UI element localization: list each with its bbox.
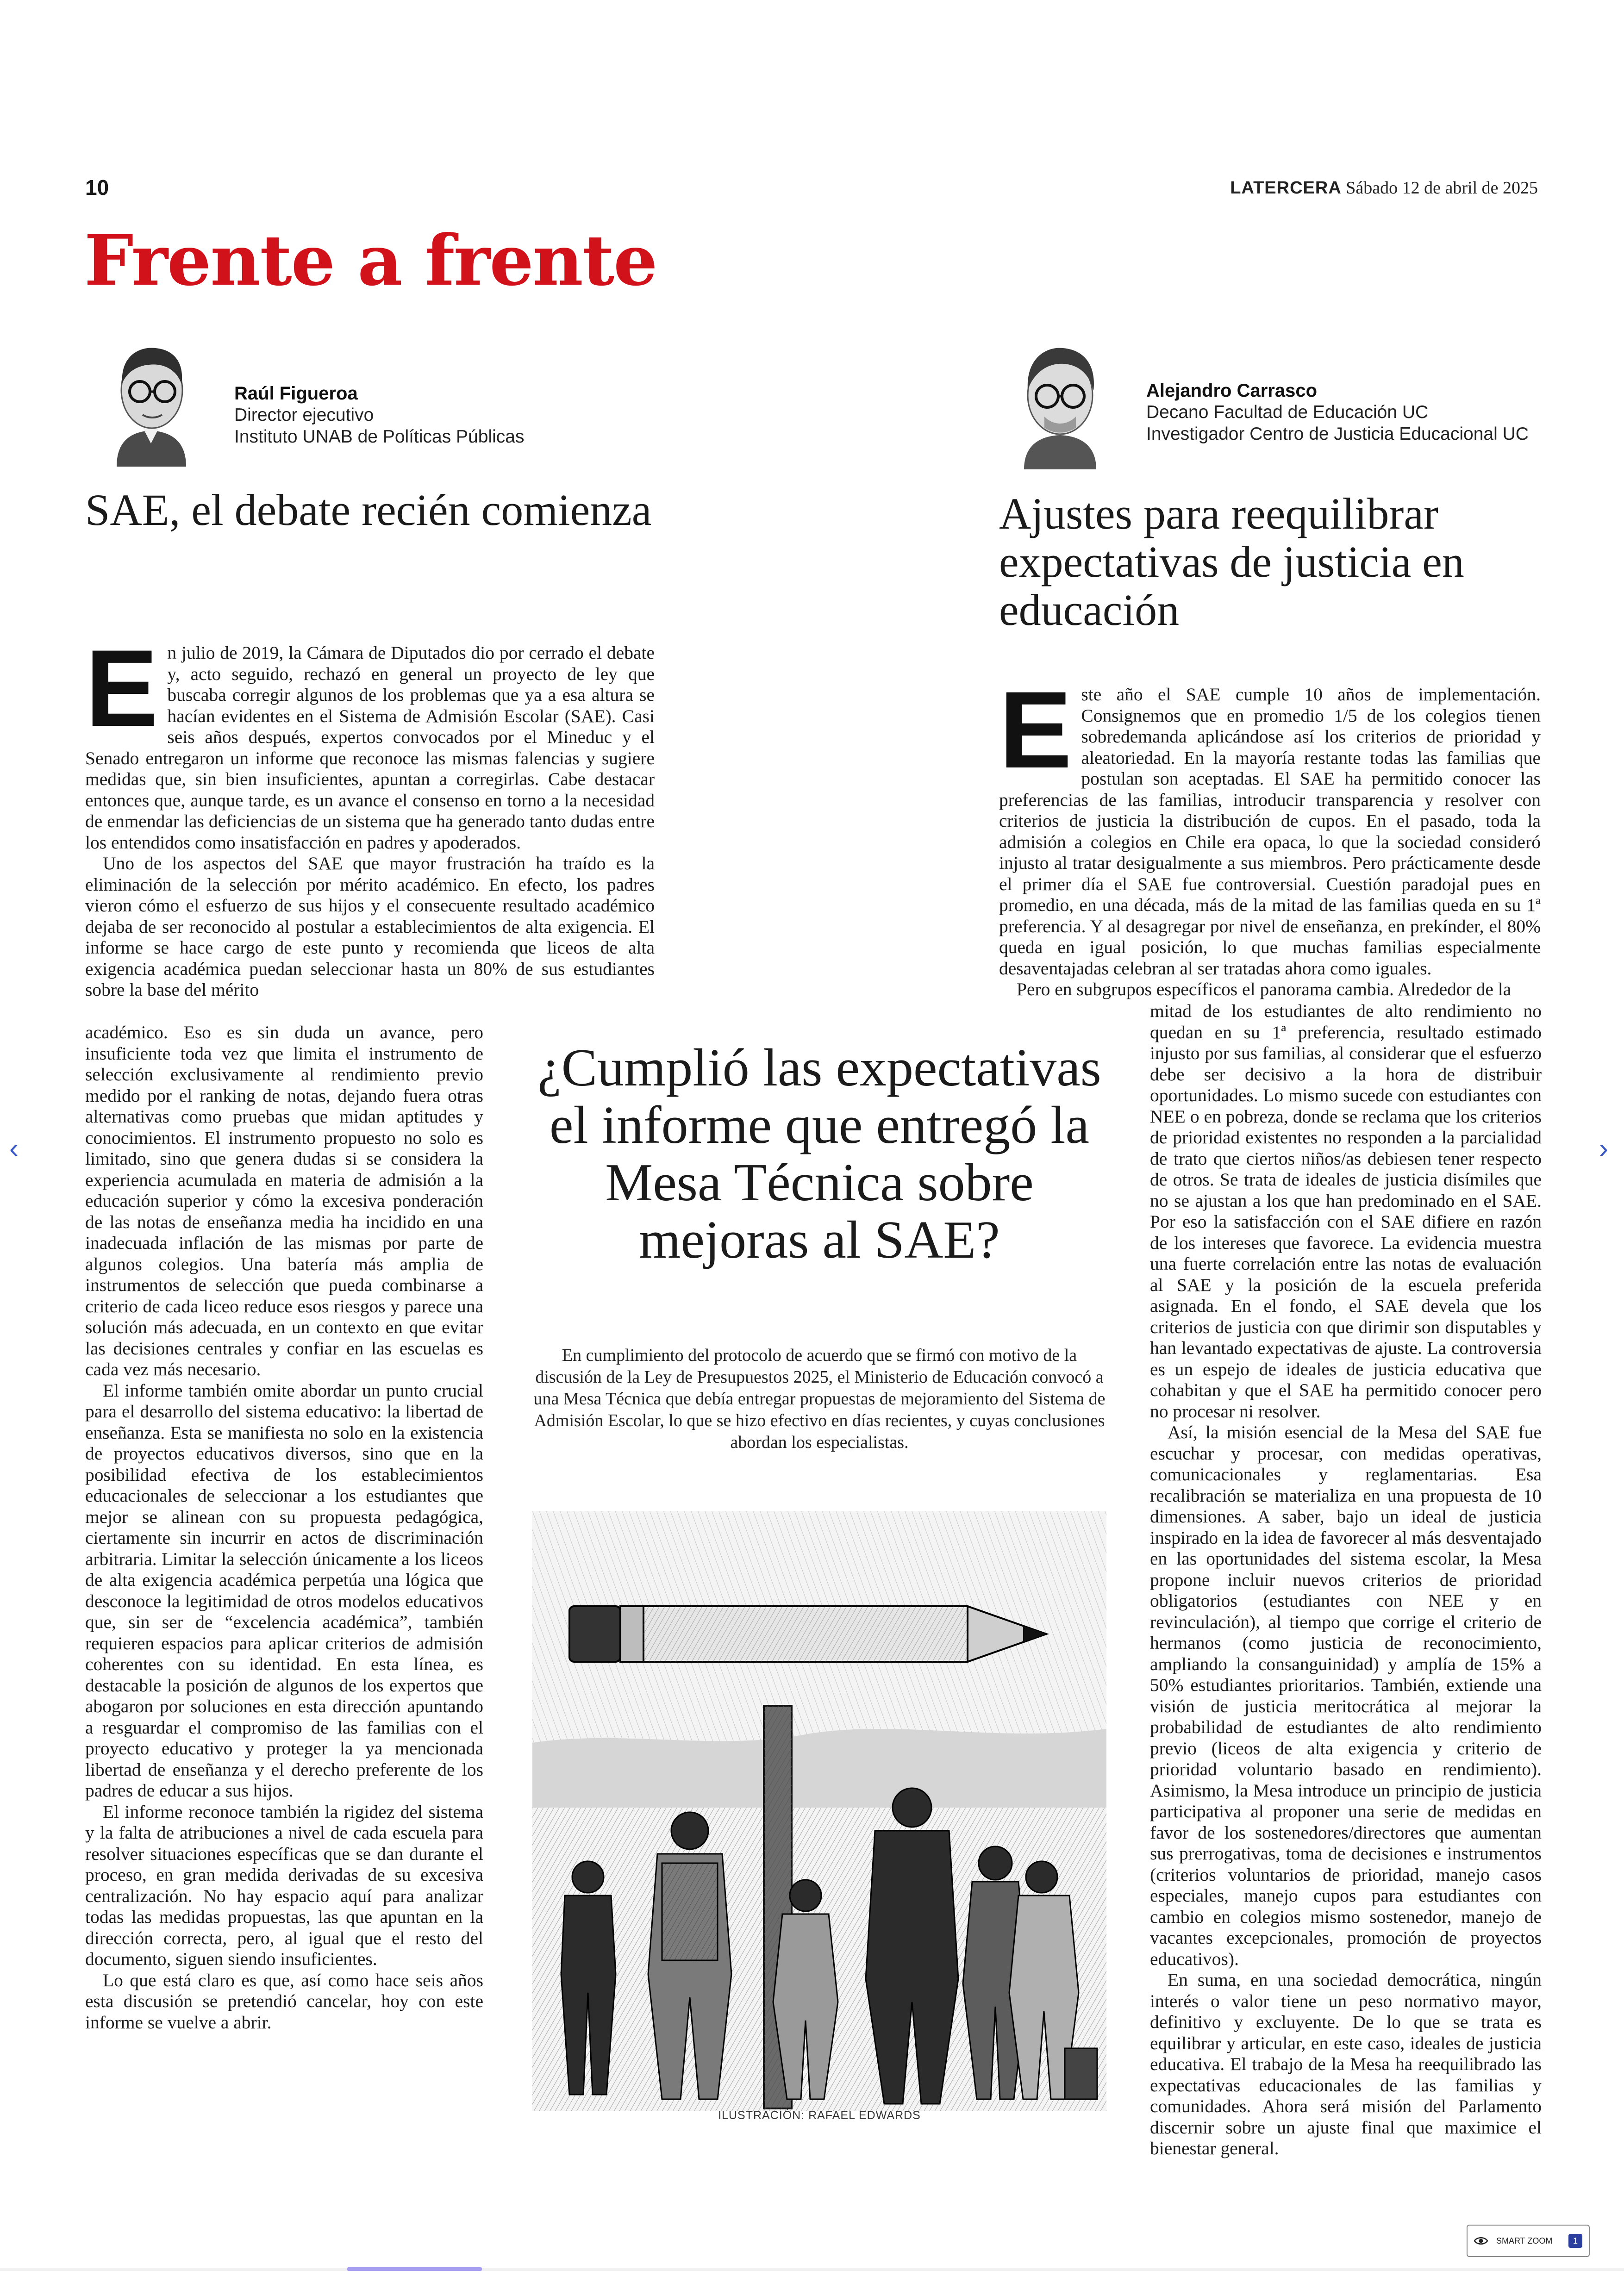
author-affiliation: Instituto UNAB de Políticas Públicas — [234, 427, 525, 447]
left-article-top — [85, 627, 655, 1001]
left-paragraph-3: El informe también omite abordar un punto crucial para el desarrollo del sistema educativo: la libertad de enseñanza. Esta se manifiesta no solo en la existencia de proyectos educativos diversos, sino que en la posibilidad efectiva de los establecimientos educacionales de seleccionar a los estudiantes que mejor se alinean con su propuesta pedagógica, ciertamente sin incurrir en actos de discriminación arbitraria. Limitar la selección únicamente a los liceos de alta exigencia académica perpetúa una lógica que desconoce la legitimidad de otros modelos educativos que, sin ser de “excelencia académica”, también requieren espacios para aplicar criterios de admisión coherentes con su identidad. En esta línea, es destacable la posición de algunos de los expertos que abogaron por soluciones en esta dirección apuntando a resguardar el compromiso de las familias con el proyecto educativo y proteger la ya mencionada libertad de enseñanza y el derecho preferente de los padres de educar a sus hijos. — [85, 1380, 483, 1801]
right-paragraph-2b: mitad de los estudiantes de alto rendimiento no quedan en su 1ª preferencia, resultado estimado injusto por sus familias, al considerar que el esfuerzo debe ser decisivo a la hora de distribuir oportunidades. Lo mismo sucede con estudiantes con NEE o en pobreza, donde se reclama que los criterios de prioridad existentes no responden a la parcialidad de trato que ciertos niños/as debiesen tener respecto de otros. Se trata de ideales de justicia disímiles que no se ajustan a los que han predominado en el SAE. Por eso la satisfacción con el SAE difiere en razón de los intereses que favorece. La evidencia muestra una fuerte correlación entre las notas de evaluación al SAE y la posición de la escuela preferida asignada. En el fondo, el SAE devela que los criterios de justicia con que dirimir son disputables y han levantado expectativas de ajuste. La controversia es un espejo de ideales de justicia educativa que cohabitan y que el SAE ha permitido conocer pero no procesar ni resolver. — [1150, 1001, 1542, 1422]
left-headline: SAE, el debate recién comienza — [85, 485, 652, 535]
right-paragraph-1: ste año el SAE cumple 10 años de implementación. Consignemos que en promedio 1/5 de los colegios tienen sobredemanda aplicándose así los criterios de prioridad y aleatoriedad. En la mayoría restante todas las familias que postulan son aceptadas. El SAE ha permitido conocer las preferencias de las familias, introducir transparencia y resolver con criterios de justicia la distribución de cupos. En el pasado, toda la admisión a colegios en Chile era opaca, lo que la sociedad consideró injusto al tratar desigualmente a sus miembros. Pero prácticamente desde el primer día el SAE fue controversial. Cuestión paradojal pues en promedio, en una década, más de la mitad de las familias queda en su 1ª preferencia. Y al desagregar por nivel de enseñanza, en prekínder, el 80% queda en igual posición, lo que muchas familias especialmente desaventajadas celebran al ser tratadas ahora como iguales. — [999, 684, 1541, 979]
left-paragraph-1: n julio de 2019, la Cámara de Diputados dio por cerrado el debate y, acto seguido, rechazó en general un proyecto de ley que buscaba corregir algunos de los problemas que ya a esa altura se hacían evidentes en el Sistema de Admisión Escolar (SAE). Casi seis años después, expertos convocados por el Mineduc y el Senado entregaron un informe que reconoce las mismas falencias y sugiere medidas que, sin bien insuficientes, apuntan a corregirlas. Cabe destacar entonces que, aunque tarde, es un avance el consenso en torno a la necesidad de enmendar las deficiencias de un sistema que ha generado tanto dudas entre los entendidos como insatisfacción en padres y apoderados. — [85, 642, 655, 853]
author-name: Raúl Figueroa — [234, 383, 358, 404]
smart-zoom-label: SMART ZOOM — [1496, 2236, 1553, 2245]
author-photo-carrasco — [1007, 335, 1113, 469]
right-article-top — [999, 669, 1541, 1000]
center-question: ¿Cumplió las expectativas el informe que entregó la Mesa Técnica sobre mejoras al SAE? — [537, 1038, 1101, 1270]
dropcap: E — [85, 627, 158, 749]
center-lede: En cumplimiento del protocolo de acuerdo que se firmó con motivo de la discusión de la Ley de Presupuestos 2025, el Ministerio de Educación convocó a una Mesa Técnica que debía entregar propuestas de mejoramiento del Sistema de Admisión Escolar, lo que se hizo efectivo en días recientes, y cuyas conclusiones abordan los especialistas. — [533, 1346, 1106, 1452]
author-block-carrasco — [1146, 380, 1529, 445]
previous-page-arrow[interactable]: ‹ — [9, 1133, 19, 1164]
left-paragraph-2b: académico. Eso es sin duda un avance, pero insuficiente toda vez que limita el instrumento de selección exclusivamente al rendimiento previo medido por el ranking de notas, dejando fuera otras alternativas como pruebas que midan aptitudes y conocimientos. El instrumento propuesto no solo es limitado, sino que genera dudas si se considera la experiencia acumulada en materia de admisión a la educación superior y cómo la excesiva ponderación de las notas de enseñanza media ha incidido en una inadecuada inflación de las mismas por parte de algunos colegios. Una batería más amplia de instrumentos de selección que pueda combinarse a criterio de cada liceo reduce esos riesgos y parece una solución más adecuada, en un contexto en que evitar las decisiones centrales y confiar en las escuelas es cada vez más necesario. — [85, 1022, 483, 1379]
dropcap: E — [999, 669, 1072, 791]
next-page-arrow[interactable]: › — [1599, 1133, 1608, 1164]
author-role: Director ejecutivo — [234, 405, 374, 425]
author-affiliation: Investigador Centro de Justicia Educacional UC — [1146, 424, 1529, 444]
left-article-column — [85, 1022, 483, 2033]
right-paragraph-3: Así, la misión esencial de la Mesa del SAE fue escuchar y procesar, con medidas operativas, comunicacionales y reglamentarias. Esa recalibración se materializa en una propuesta de 10 dimensiones. A saber, bajo un ideal de justicia inspirado en la idea de favorecer al más desventajado en las oportunidades del sistema escolar, la Mesa propone incluir nuevos criterios de prioridad obligatorios (estudiantes con NEE y en revinculación), al tiempo que corrige el criterio de hermanos (como justicia de reconocimiento, ampliando la consanguinidad) y amplía de 15% a 50% estudiantes prioritarios. También, extiende una visión de justicia meritocrática al mejorar la probabilidad de estudiantes de alto rendimiento previo (liceos de alta exigencia y criterio de prioridad voluntario basado en rendimiento). Asimismo, la Mesa introduce un principio de justicia participativa al proponer una serie de medidas en favor de los sostenedores/directores que aumentan sus prerrogativas, toma de decisiones e instrumentos (criterios voluntarios de prioridad, manejo casos especiales, manejo cupos para estudiantes con cambio en colegios mismo sostenedor, manejo de vacantes excepcionales, promoción de proyectos educativos). — [1150, 1422, 1542, 1969]
section-title: Frente a frente — [84, 220, 657, 301]
right-paragraph-4: En suma, en una sociedad democrática, ningún interés o valor tiene un peso normativo mayor, definitivo y excluyente. De lo que se trata es equilibrar y articular, en este caso, ideales de justicia educativa. El trabajo de la Mesa ha reequilibrado las expectativas educacionales de las familias y comunidades. Ahora será misión del Parlamento discernir sobre un ajuste final que maximice el bienestar general. — [1150, 1970, 1542, 2158]
issue-date: Sábado 12 de abril de 2025 — [1346, 178, 1538, 198]
author-block-figueroa — [234, 383, 524, 448]
brand-name: LATERCERA — [1230, 178, 1342, 198]
right-headline: Ajustes para reequilibrar expectativas de justicia en educación — [999, 489, 1464, 635]
left-paragraph-4: El informe reconoce también la rigidez del sistema y la falta de atribuciones a nivel de cada escuela para resolver situaciones específicas que se dan durante el proceso, en gran medida derivadas de su excesiva centralización. No hay espacio aquí para analizar todas las medidas propuestas, las que apuntan en la dirección correcta, pero, al igual que el resto del documento, siguen siendo insuficientes. — [85, 1801, 483, 1969]
page-progress-track[interactable] — [0, 2268, 1624, 2271]
right-article-column — [1150, 1001, 1542, 2159]
page-number: 10 — [85, 175, 109, 200]
smart-zoom-button[interactable] — [1467, 2225, 1590, 2257]
illustration-credit: ILUSTRACIÓN: RAFAEL EDWARDS — [718, 2109, 921, 2122]
left-paragraph-5: Lo que está claro es que, así como hace seis años esta discusión se pretendió cancelar, hoy con este informe se vuelve a abrir. — [85, 1970, 483, 2033]
eye-icon — [1474, 2236, 1488, 2245]
author-role: Decano Facultad de Educación UC — [1146, 402, 1429, 422]
left-paragraph-2: Uno de los aspectos del SAE que mayor frustración ha traído es la eliminación de la selección por mérito académico. En efecto, los padres vieron cómo el esfuerzo de sus hijos y el consecuente resultado académico dejaba de ser reconocido al postular a establecimientos de alta exigencia. El informe se hace cargo de este punto y recomienda que liceos de alta exigencia académica puedan seleccionar hasta un 80% de sus estudiantes sobre la base del mérito — [85, 853, 655, 1000]
illustration-pencil-signpost — [532, 1511, 1106, 2111]
masthead — [1230, 178, 1538, 198]
right-paragraph-2a: Pero en subgrupos específicos el panorama cambia. Alrededor de la — [1017, 979, 1512, 999]
author-name: Alejandro Carrasco — [1146, 380, 1318, 401]
page-progress-indicator — [347, 2267, 482, 2271]
page-badge: 1 — [1568, 2234, 1582, 2248]
author-photo-figueroa — [98, 332, 204, 467]
